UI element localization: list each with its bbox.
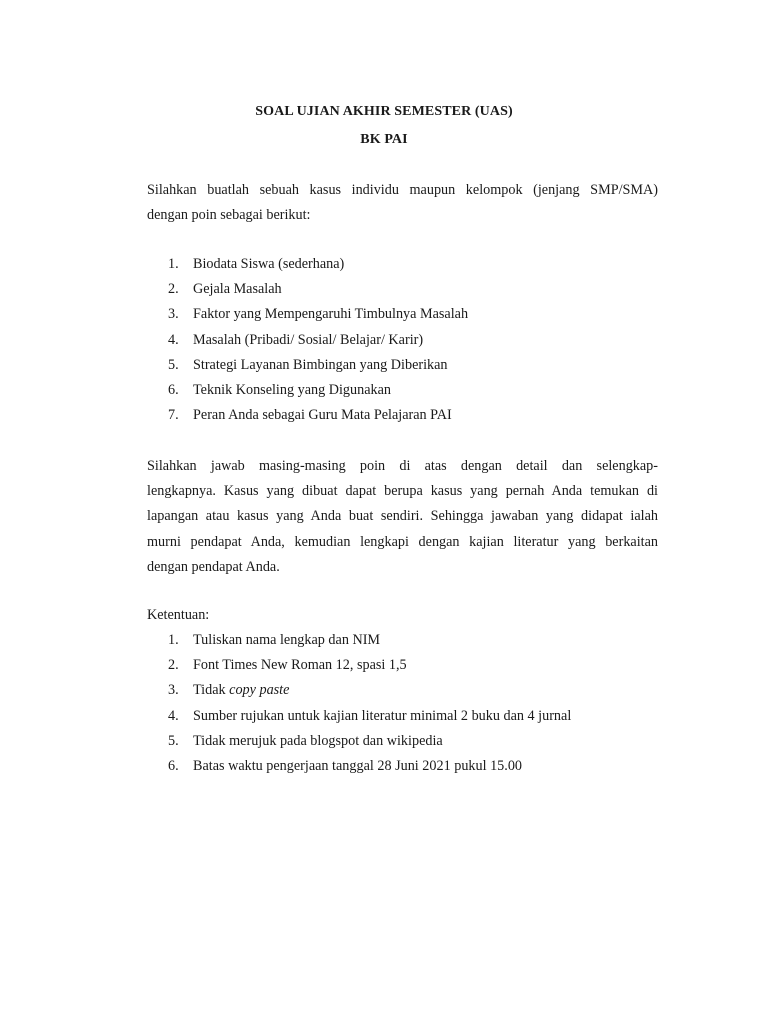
list-text: Tuliskan nama lengkap dan NIM xyxy=(193,632,381,648)
list-item xyxy=(147,756,667,781)
list-item xyxy=(147,254,667,279)
case-points-list xyxy=(147,254,667,430)
list-number: 2. xyxy=(168,281,179,298)
list-number: 4. xyxy=(168,331,179,348)
list-item xyxy=(147,405,667,430)
document-subtitle: BK PAI xyxy=(360,132,408,147)
rules-heading: Ketentuan: xyxy=(147,607,210,623)
list-text xyxy=(193,680,289,700)
list-item xyxy=(147,330,667,355)
instructions-line: Silahkan jawab masing-masing poin di atas dengan detail dan selengkap- xyxy=(147,458,658,474)
list-text: Strategi Layanan Bimbingan yang Diberikan xyxy=(193,356,448,373)
list-number: 5. xyxy=(168,732,179,749)
list-text-italic: copy paste xyxy=(229,682,290,699)
list-number: 5. xyxy=(168,356,179,373)
instructions-line: murni pendapat Anda, kemudian lengkapi dengan kajian literatur yang berkaitan xyxy=(147,533,658,550)
list-item xyxy=(147,380,667,405)
list-number: 3. xyxy=(168,682,179,699)
list-item xyxy=(147,655,667,680)
rules-list xyxy=(147,630,667,781)
list-text: Teknik Konseling yang Digunakan xyxy=(193,381,391,398)
list-item xyxy=(147,706,667,731)
list-number: 4. xyxy=(168,707,179,724)
intro-line: dengan poin sebagai berikut: xyxy=(147,207,311,224)
list-item xyxy=(147,355,667,380)
instructions-paragraph xyxy=(147,454,658,580)
instructions-line: dengan pendapat Anda. xyxy=(147,558,280,575)
list-text: Gejala Masalah xyxy=(193,281,282,298)
list-item xyxy=(147,279,667,304)
list-number: 1. xyxy=(168,632,179,648)
list-number: 1. xyxy=(168,256,179,272)
list-item xyxy=(147,630,667,655)
list-number: 7. xyxy=(168,407,179,424)
list-text: Peran Anda sebagai Guru Mata Pelajaran PAI xyxy=(193,407,452,424)
instructions-line: lapangan atau kasus yang Anda buat sendiri. Sehingga jawaban yang didapat ialah xyxy=(147,508,658,525)
list-item xyxy=(147,304,667,329)
list-item xyxy=(147,680,667,705)
list-text: Tidak merujuk pada blogspot dan wikipedia xyxy=(193,732,443,749)
document-title: SOAL UJIAN AKHIR SEMESTER (UAS) xyxy=(255,104,513,119)
list-number: 3. xyxy=(168,306,179,323)
list-text: Faktor yang Mempengaruhi Timbulnya Masalah xyxy=(193,306,469,323)
list-text: Batas waktu pengerjaan tanggal 28 Juni 2021 pukul 15.00 xyxy=(193,757,523,774)
list-number: 6. xyxy=(168,757,179,774)
instructions-line: lengkapnya. Kasus yang dibuat dapat berupa kasus yang pernah Anda temukan di xyxy=(147,483,658,500)
list-text: Sumber rujukan untuk kajian literatur minimal 2 buku dan 4 jurnal xyxy=(193,707,572,724)
list-text-plain: Tidak xyxy=(193,682,230,699)
list-number: 6. xyxy=(168,381,179,398)
list-item xyxy=(147,731,667,756)
intro-line: Silahkan buatlah sebuah kasus individu maupun kelompok (jenjang SMP/SMA) xyxy=(147,182,658,198)
list-text: Font Times New Roman 12, spasi 1,5 xyxy=(193,657,407,674)
intro-paragraph xyxy=(147,178,658,228)
list-text: Biodata Siswa (sederhana) xyxy=(193,256,345,272)
list-text: Masalah (Pribadi/ Sosial/ Belajar/ Karir) xyxy=(193,331,424,348)
list-number: 2. xyxy=(168,657,179,674)
